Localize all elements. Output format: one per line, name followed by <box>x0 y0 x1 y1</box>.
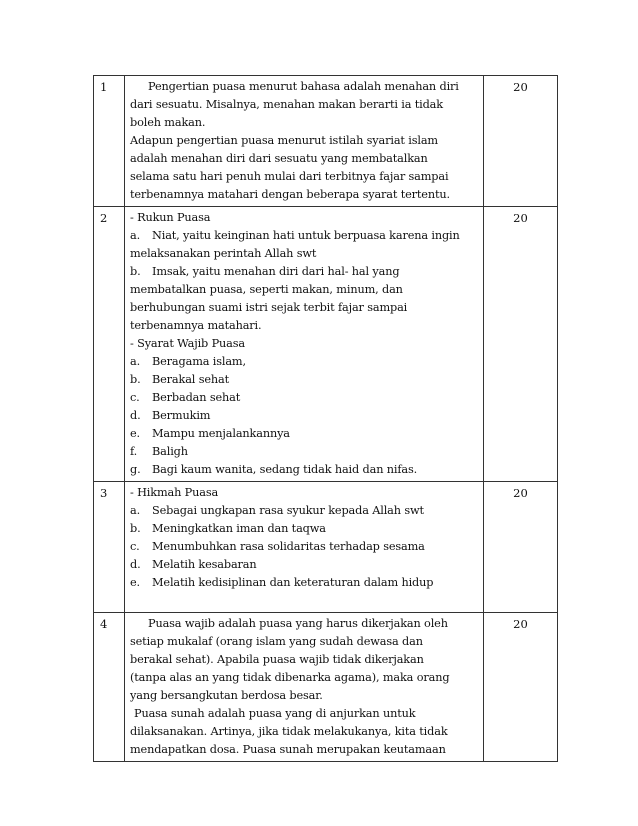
list-letter: g. <box>130 463 141 476</box>
row-content <box>125 613 484 762</box>
list-item <box>130 425 477 443</box>
list-text: Imsak, yaitu menahan diri dari hal- hal yang <box>152 265 400 278</box>
list-text: Mampu menjalankannya <box>152 427 290 440</box>
text-line: dari sesuatu. Misalnya, menahan makan berarti ia tidak <box>130 98 443 111</box>
row-score: 20 <box>484 207 558 482</box>
text-line: mendapatkan dosa. Puasa sunah merupakan keutamaan <box>130 743 446 756</box>
row-content <box>125 482 484 613</box>
list-text: Meningkatkan iman dan taqwa <box>152 522 326 535</box>
section-heading: - Rukun Puasa <box>130 211 211 224</box>
list-text: Melatih kesabaran <box>152 558 257 571</box>
list-item <box>130 371 477 389</box>
answer-key-table <box>93 75 558 762</box>
list-text: Bermukim <box>152 409 211 422</box>
text-line: terbenamnya matahari dengan beberapa syarat tertentu. <box>130 188 450 201</box>
text-line: dilaksanakan. Artinya, jika tidak melakukanya, kita tidak <box>130 725 448 738</box>
list-text: Beragama islam, <box>152 355 246 368</box>
text-line: Puasa sunah adalah puasa yang di anjurkan untuk <box>134 707 416 720</box>
list-item <box>130 538 477 556</box>
row-content <box>125 76 484 207</box>
list-letter: e. <box>130 427 140 440</box>
table-row <box>94 613 558 762</box>
list-item <box>130 443 477 461</box>
row-score: 20 <box>484 613 558 762</box>
list-text: Sebagai ungkapan rasa syukur kepada Allah swt <box>152 504 424 517</box>
text-line: membatalkan puasa, seperti makan, minum, dan <box>130 283 403 296</box>
list-letter: a. <box>130 504 141 517</box>
list-item <box>130 227 477 245</box>
list-item <box>130 263 477 281</box>
list-letter: b. <box>130 265 141 278</box>
list-item <box>130 502 477 520</box>
text-line: selama satu hari penuh mulai dari terbitnya fajar sampai <box>130 170 449 183</box>
text-line: yang bersangkutan berdosa besar. <box>130 689 323 702</box>
text-line: berakal sehat). Apabila puasa wajib tidak dikerjakan <box>130 653 424 666</box>
list-text: Melatih kedisiplinan dan keteraturan dalam hidup <box>152 576 434 589</box>
list-item <box>130 389 477 407</box>
list-letter: b. <box>130 373 141 386</box>
text-line: (tanpa alas an yang tidak dibenarka agama), maka orang <box>130 671 450 684</box>
text-line: berhubungan suami istri sejak terbit fajar sampai <box>130 301 408 314</box>
table-row <box>94 76 558 207</box>
list-letter: c. <box>130 391 140 404</box>
row-number: 3 <box>94 482 125 613</box>
text-line: Adapun pengertian puasa menurut istilah syariat islam <box>130 134 438 147</box>
row-number: 1 <box>94 76 125 207</box>
list-item <box>130 520 477 538</box>
list-letter: b. <box>130 522 141 535</box>
row-number: 4 <box>94 613 125 762</box>
list-text: Baligh <box>152 445 188 458</box>
list-letter: d. <box>130 558 141 571</box>
list-text: Menumbuhkan rasa solidaritas terhadap sesama <box>152 540 425 553</box>
text-line: adalah menahan diri dari sesuatu yang membatalkan <box>130 152 428 165</box>
list-text: Niat, yaitu keinginan hati untuk berpuasa karena ingin <box>152 229 460 242</box>
list-item <box>130 461 477 479</box>
list-item <box>130 407 477 425</box>
list-letter: e. <box>130 576 140 589</box>
text-line: Pengertian puasa menurut bahasa adalah menahan diri <box>148 80 459 93</box>
row-score: 20 <box>484 76 558 207</box>
section-heading: - Syarat Wajib Puasa <box>130 337 245 350</box>
row-content <box>125 207 484 482</box>
list-letter: a. <box>130 229 141 242</box>
list-item <box>130 574 477 592</box>
list-item <box>130 556 477 574</box>
list-letter: c. <box>130 540 140 553</box>
list-item <box>130 353 477 371</box>
blank-space <box>130 592 477 610</box>
row-score: 20 <box>484 482 558 613</box>
text-line: melaksanakan perintah Allah swt <box>130 247 317 260</box>
text-line: setiap mukalaf (orang islam yang sudah dewasa dan <box>130 635 423 648</box>
list-text: Bagi kaum wanita, sedang tidak haid dan nifas. <box>152 463 418 476</box>
list-text: Berakal sehat <box>152 373 229 386</box>
list-letter: d. <box>130 409 141 422</box>
row-number: 2 <box>94 207 125 482</box>
list-letter: f. <box>130 445 138 458</box>
text-line: Puasa wajib adalah puasa yang harus dikerjakan oleh <box>148 617 448 630</box>
list-letter: a. <box>130 355 141 368</box>
section-heading: - Hikmah Puasa <box>130 486 219 499</box>
text-line: boleh makan. <box>130 116 206 129</box>
text-line: terbenamnya matahari. <box>130 319 262 332</box>
table-row <box>94 482 558 613</box>
table-row <box>94 207 558 482</box>
list-text: Berbadan sehat <box>152 391 241 404</box>
